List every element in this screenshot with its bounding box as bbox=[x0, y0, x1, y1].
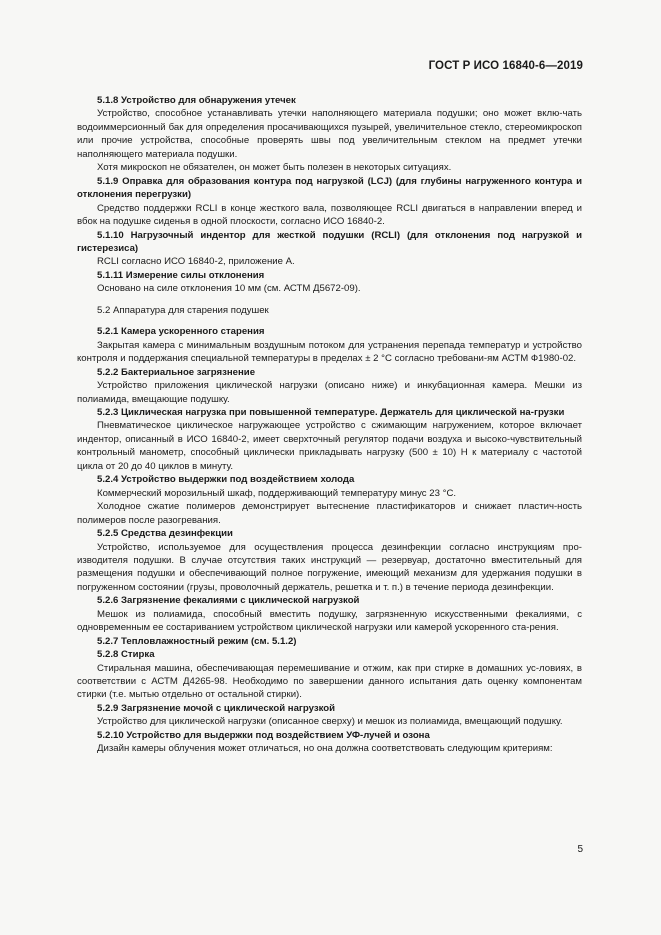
body-paragraph: Мешок из полиамида, способный вместить подушку, загрязненную искусственными фекалиями, с одновременным ее состариванием устройством циклической нагрузки или камерой ускоренного ста-рения. bbox=[77, 608, 582, 634]
subsection-heading: 5.2.7 Тепловлажностный режим (см. 5.1.2) bbox=[97, 635, 297, 647]
subsection-heading: 5.2.10 Устройство для выдержки под воздействием УФ-лучей и озона bbox=[97, 729, 430, 741]
subsection-heading: 5.1.8 Устройство для обнаружения утечек bbox=[97, 95, 296, 106]
subsection-heading: 5.1.10 Нагрузочный индентор для жесткой подушки (RCLI) (для отклонения под нагрузкой и гистерезиса) bbox=[77, 229, 582, 254]
document-body bbox=[77, 94, 582, 756]
document-header: ГОСТ Р ИСО 16840-6—2019 bbox=[428, 60, 583, 72]
body-paragraph: Устройство для циклической нагрузки (описанное сверху) и мешок из полиамида, вмещающий подушку. bbox=[97, 716, 563, 728]
subsection-heading: 5.2.1 Камера ускоренного старения bbox=[97, 326, 265, 338]
subsection-heading: 5.1.9 Оправка для образования контура под нагрузкой (LCJ) (для глубины нагруженного контура и отклонения перегрузки) bbox=[77, 175, 582, 201]
subsection-heading: 5.2.6 Загрязнение фекалиями с циклической нагрузкой bbox=[97, 595, 360, 607]
subsection-heading: 5.2.5 Средства дезинфекции bbox=[97, 528, 233, 540]
body-paragraph: Стиральная машина, обеспечивающая перемешивание и отжим, как при стирке в домашних ус-ловиях, в соответствии с АСТМ Д4265-98. Необходимо по завершении данного испытания дать оценку компонентам стирки (т.е. мытью отдельно от остальной стирки). bbox=[77, 662, 582, 701]
body-paragraph: Устройство, используемое для осуществления процесса дезинфекции согласно инструкциям про-изводителя подушки. В случае отсутствия таких инструкций — резервуар, достаточно вместительный для размещения подушки и обеспечивающий полное погружение, имеющий механизм для удержания подушки в погруженном состоянии (грузы, проволочный держатель, решетка и т. п.) в течение периода дезинфекции. bbox=[77, 541, 582, 593]
body-paragraph: Устройство, способное устанавливать утечки наполняющего материала подушки; оно может вклю-чать водоиммерсионный бак для определения просачивающихся пузырей, увеличительное стекло, стереомикроскоп или прочие устройства, способные проверять швы под увеличительным стеклом на предмет утечки наполняющего материала подушки. bbox=[77, 108, 582, 160]
body-paragraph: Хотя микроскоп не обязателен, он может быть полезен в некоторых ситуациях. bbox=[97, 162, 452, 174]
body-paragraph: Пневматическое циклическое нагружающее устройство с сжимающим нагружением, которое включает индентор, описанный в ИСО 16840-2, имеет сверхточный регулятор подачи воздуха и высоко-чувствительный контрольный манометр, способный циклически прикладывать нагрузку (500 ± 10) Н к материалу с частотой цикла от 20 до 40 циклов в минуту. bbox=[77, 420, 582, 472]
section-heading: 5.2 Аппаратура для старения подушек bbox=[97, 304, 269, 316]
subsection-heading: 5.2.8 Стирка bbox=[97, 649, 155, 661]
body-paragraph: Устройство приложения циклической нагрузки (описано ниже) и инкубационная камера. Мешки из полиамида, вмещающие подушку. bbox=[77, 380, 582, 405]
subsection-heading: 5.2.9 Загрязнение мочой с циклической нагрузкой bbox=[97, 702, 336, 714]
subsection-heading: 5.2.4 Устройство выдержки под воздействием холода bbox=[97, 474, 355, 486]
body-paragraph: Основано на силе отклонения 10 мм (см. АСТМ Д5672-09). bbox=[97, 283, 361, 295]
subsection-heading: 5.2.3 Циклическая нагрузка при повышенной температуре. Держатель для циклической на-грузки bbox=[97, 406, 565, 418]
spacer bbox=[77, 317, 582, 325]
body-paragraph: Закрытая камера с минимальным воздушным потоком для устранения перепада температур и устройство контроля и поддержания специальной температуры в пределах ± 2 °С согласно требовани-ям АСТМ Ф1980-02. bbox=[77, 339, 582, 365]
page-number: 5 bbox=[577, 844, 583, 855]
body-paragraph: RCLI согласно ИСО 16840-2, приложение А. bbox=[97, 256, 295, 268]
body-paragraph: Холодное сжатие полимеров демонстрирует вытеснение пластификаторов и снижает пластич-ность полимеров после разогревания. bbox=[77, 501, 582, 526]
subsection-heading: 5.2.2 Бактериальное загрязнение bbox=[97, 366, 256, 378]
body-paragraph: Средство поддержки RCLI в конце жесткого вала, позволяющее RCLI двигаться в направлении вперед и вбок на подушке сиденья в одной плоскости, согласно ИСО 16840-2. bbox=[77, 202, 582, 228]
spacer bbox=[77, 296, 582, 304]
body-paragraph: Дизайн камеры облучения может отличаться, но она должна соответствовать следующим критериям: bbox=[97, 743, 553, 755]
body-paragraph: Коммерческий морозильный шкаф, поддерживающий температуру минус 23 °С. bbox=[97, 487, 457, 499]
subsection-heading: 5.1.11 Измерение силы отклонения bbox=[97, 269, 265, 281]
